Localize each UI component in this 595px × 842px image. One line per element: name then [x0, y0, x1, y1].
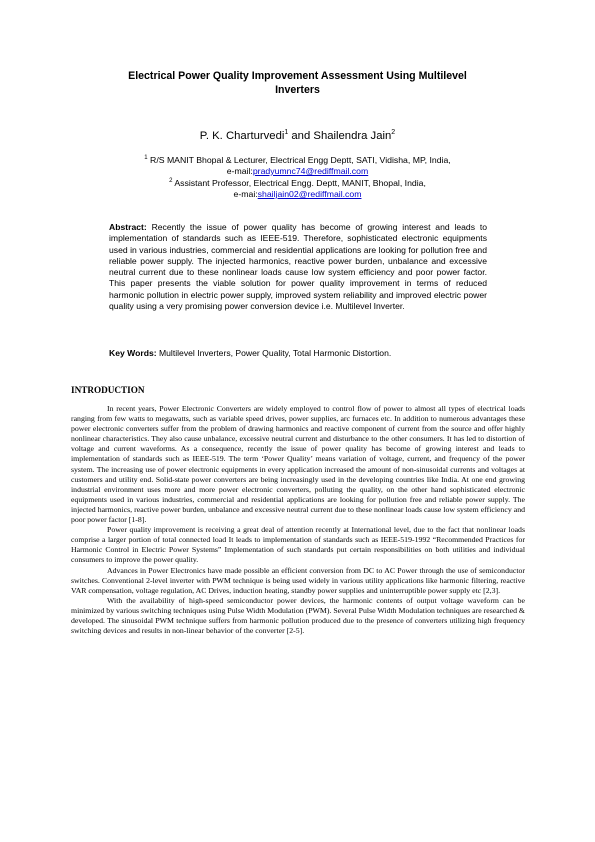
paper-title: Electrical Power Quality Improvement Assessment Using Multilevel Inverters — [128, 70, 467, 96]
affiliation-2-text: Assistant Professor, Electrical Engg. Deptt, MANIT, Bhopal, India, — [174, 177, 426, 188]
abstract-text: Recently the issue of power quality has become of growing interest and leads to implementation of standards such as IEEE-519. Therefore, sophisticated electronic equipments used in various industries, commercial and residential applications are looking for pollution free and reliable power supply. The injected harmonics, reactive power burden, unbalance and excessive neutral current due to these nonlinear loads cause low system efficiency and poor power factor. This paper presents the viable solution for power quality improvement in terms of reduced harmonic pollution in electric power supply, improved system reliability and improved electric power quality using a very promising power conversion device i.e. Multilevel Inverter. — [109, 222, 487, 312]
intro-paragraph: Power quality improvement is receiving a great deal of attention recently at International level, due to the fact that nonlinear loads comprise a larger portion of total connected load It leads to implementation of standards such as IEEE-519-1992 “Recommended Practices for Harmonic Control in Electric Power Systems” Implementation of such standards put certain responsibilities on both utilities and individual consumers to improve the power quality. — [71, 525, 525, 565]
keywords-label: Key Words: — [109, 348, 157, 358]
author-1-affil-mark: 1 — [284, 129, 289, 136]
affiliation-1-email-prefix: e-mail: — [226, 165, 253, 176]
intro-paragraph: Advances in Power Electronics have made possible an efficient conversion from DC to AC Power through the use of semiconductor switches. Conventional 2-level inverter with PWM technique is being used widely in various utility applications like harmonic filtering, reactive VAR compensation, voltage regulation, AC Drives, induction heating, standby power supplies and uninterruptible power supply etc [2,3]. — [71, 565, 525, 595]
author-conjunction: and — [288, 129, 314, 142]
author-2-affil-mark: 2 — [391, 129, 396, 136]
affiliation-2-mark: 2 — [169, 178, 173, 184]
affiliation-2-email-prefix: e-mai: — [233, 188, 258, 199]
affiliation-1-text: R/S MANIT Bhopal & Lecturer, Electrical Engg Deptt, SATI, Vidisha, MP, India, — [150, 154, 451, 165]
abstract-label: Abstract: — [109, 222, 147, 232]
intro-paragraph: In recent years, Power Electronic Converters are widely employed to control flow of power to almost all types of electrical loads ranging from few watts to megawatts, such as variable speed drives, power supplies, arc furnaces etc. In addition to numerous advantages these power electronic converters suffer from the problem of drawing harmonics and reactive component of current from the source and offer highly nonlinear characteristics. They also cause unbalance, excessive neutral current and disturbance to the other consumers. It has led to distortion of voltage and current waveforms. As a consequence, recently the issue of power quality has become of growing interest and leads to implementation of standards such as IEEE-519. The term ‘Power Quality’ means variation of voltage, current, and frequency of the power system. The increasing use of power electronic equipments in every application increased the amount of non-sinusoidal currents and voltages at customers and utility end. Solid-state power converters are being increasingly used in the developing countries like India. At one end growing industrial environment uses more and more power electronic converters, polluting the quality, on the other hand sophisticated electronic equipments used in various industries, commercial and residential applications are looking for pollution free and reliable power supply. The injected harmonics, reactive power burden, unbalance and excessive neutral current due to these nonlinear loads cause low system efficiency and poor power factor [1-8]. — [71, 404, 525, 525]
abstract — [109, 222, 487, 312]
keywords — [109, 348, 487, 359]
author-1: P. K. Charturvedi — [199, 129, 285, 142]
introduction-heading: INTRODUCTION — [71, 385, 145, 395]
affiliation-2-email-link[interactable]: shailjain02@rediffmail.com — [257, 188, 362, 199]
affiliation-2 — [0, 176, 595, 200]
affiliation-1-email-link[interactable]: pradyumnc74@rediffmail.com — [252, 165, 369, 176]
affiliation-1 — [0, 153, 595, 177]
keywords-text: Multilevel Inverters, Power Quality, Total Harmonic Distortion. — [158, 348, 392, 358]
introduction-body — [71, 404, 525, 636]
affiliation-1-mark: 1 — [144, 155, 148, 161]
author-line — [0, 126, 595, 143]
intro-paragraph: With the availability of high-speed semiconductor power devices, the harmonic contents of output voltage waveform can be minimized by various switching techniques using Pulse Width Modulation (PWM). Several Pulse Width Modulation techniques are researched & developed. The sinusoidal PWM technique suffers from harmonic pollution produced due to the presence of converters utilizing high frequency switching devices and results in non-linear behavior of the converter [2-5]. — [71, 595, 525, 636]
author-2: Shailendra Jain — [313, 129, 392, 142]
